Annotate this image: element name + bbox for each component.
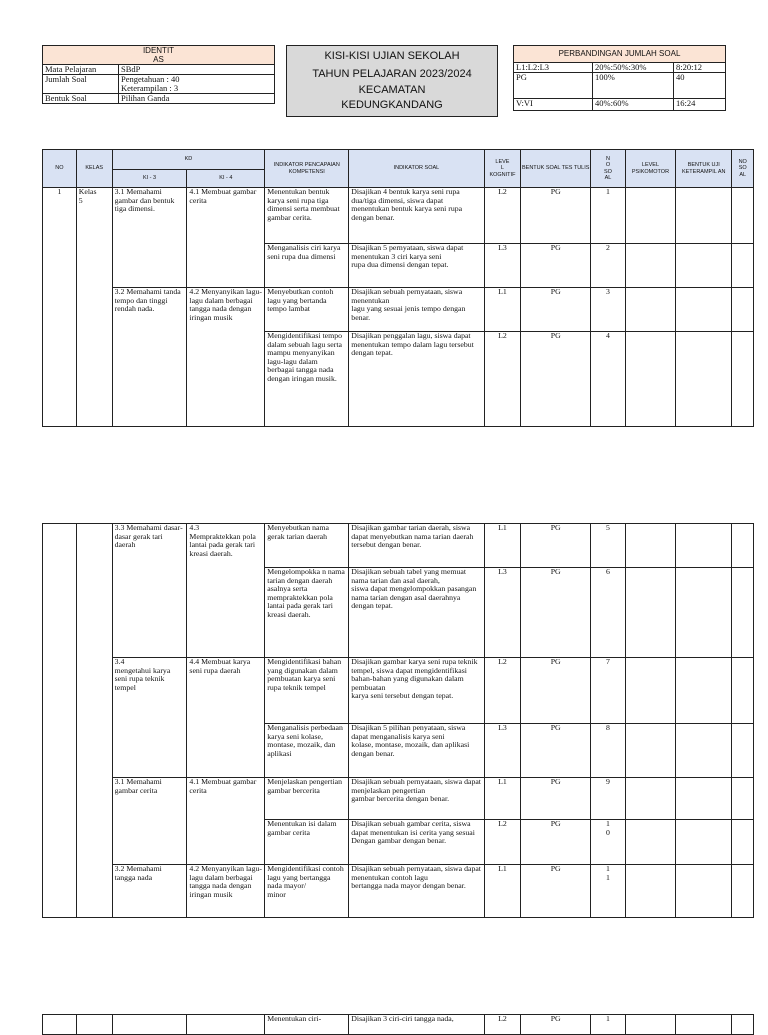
indikator-soal-cell: Disajikan sebuah pernyataan, siswa dapat menentukan contoh lagu bertangga nada mayor dengan benar. xyxy=(349,865,484,918)
no-soal-cell: 7 xyxy=(591,658,626,724)
ipk-cell: Menentukan isi dalam gambar cerita xyxy=(265,820,349,865)
empty-cell xyxy=(732,568,754,658)
perbandingan-box xyxy=(513,45,726,111)
identitas-value: Pilihan Ganda xyxy=(119,94,275,104)
indikator-soal-cell: Disajikan 4 bentuk karya seni rupa dua/tiga dimensi, siswa dapat menentukan bentuk karya seni rupa dengan benar. xyxy=(349,188,484,244)
empty-cell xyxy=(732,1015,754,1035)
perbandingan-cell: 100% xyxy=(593,73,674,99)
kd-ki3: 3.2 Memahami tanda tempo dan tinggi rendah nada. xyxy=(112,288,187,427)
indikator-soal-cell: Disajikan 5 pilihan penyataan, siswa dapat menganalisis karya seni kolase, montase, mozaik, dan aplikasi dengan benar. xyxy=(349,724,484,778)
kd-ki4: 4.1 Membuat gambar cerita xyxy=(187,778,265,865)
empty-cell xyxy=(625,244,675,288)
identitas-label: Mata Pelajaran xyxy=(43,65,119,75)
header-level-kognitif: LEVE L KOGNITIF xyxy=(484,150,521,188)
row-kelas xyxy=(76,524,112,918)
empty-cell xyxy=(676,865,732,918)
level-cell: L2 xyxy=(484,820,521,865)
empty-cell xyxy=(625,524,675,568)
empty-cell xyxy=(732,778,754,820)
table-row xyxy=(43,188,754,244)
header-bentuk-uji: BENTUK UJI KETERAMPIL AN xyxy=(676,150,732,188)
perbandingan-cell: PG xyxy=(514,73,593,99)
perbandingan-cell: 40%:60% xyxy=(593,99,674,111)
level-cell: L3 xyxy=(484,568,521,658)
empty-cell xyxy=(676,724,732,778)
ipk-cell: Menyebutkan contoh lagu yang bertanda tempo lambat xyxy=(265,288,349,332)
empty-cell xyxy=(732,658,754,724)
indikator-soal-cell: Disajikan penggalan lagu, siswa dapat menentukan tempo dalam lagu tersebut dengan tepat. xyxy=(349,332,484,427)
bentuk-cell: PG xyxy=(521,568,591,658)
bentuk-cell: PG xyxy=(521,820,591,865)
bentuk-cell: PG xyxy=(521,332,591,427)
empty-cell xyxy=(676,244,732,288)
kd-ki3 xyxy=(112,1015,187,1035)
bentuk-cell: PG xyxy=(521,244,591,288)
empty-cell xyxy=(732,188,754,244)
empty-cell xyxy=(676,820,732,865)
empty-cell xyxy=(732,865,754,918)
empty-cell xyxy=(676,188,732,244)
no-soal-cell: 3 xyxy=(591,288,626,332)
level-cell: L1 xyxy=(484,524,521,568)
identitas-box xyxy=(42,45,275,104)
level-cell: L3 xyxy=(484,244,521,288)
empty-cell xyxy=(625,820,675,865)
kd-ki4: 4.4 Membuat karya seni rupa daerah xyxy=(187,658,265,778)
table-row xyxy=(43,288,754,332)
no-soal-cell: 8 xyxy=(591,724,626,778)
level-cell: L2 xyxy=(484,332,521,427)
table-row xyxy=(43,865,754,918)
kd-ki4 xyxy=(187,1015,265,1035)
empty-cell xyxy=(625,865,675,918)
no-soal-cell: 4 xyxy=(591,332,626,427)
empty-cell xyxy=(732,724,754,778)
kd-ki4: 4.3 Mempraktekkan pola lantai pada gerak tari kreasi daerah. xyxy=(187,524,265,658)
bentuk-cell: PG xyxy=(521,188,591,244)
kisi-table-2 xyxy=(42,523,754,918)
ipk-cell: Mengelompokka n nama tarian dengan daerah asalnya serta mempraktekkan pola lantai pada gerak tari kreasi daerah. xyxy=(265,568,349,658)
table-row xyxy=(43,524,754,568)
indikator-soal-cell: Disajikan sebuah pernyataan, siswa dapat menjelaskan pengertian gambar bercerita dengan benar. xyxy=(349,778,484,820)
header-bentuk-soal: BENTUK SOAL TES TULIS xyxy=(521,150,591,188)
row-kelas: Kelas 5 xyxy=(76,188,112,427)
table-row xyxy=(43,1015,754,1035)
indikator-soal-cell: Disajikan 3 ciri-ciri tangga nada, xyxy=(349,1015,484,1035)
empty-cell xyxy=(676,778,732,820)
no-soal-cell: 5 xyxy=(591,524,626,568)
kd-ki4: 4.2 Menyanyikan lagu-lagu dalam berbagai tangga nada dengan iringan musik xyxy=(187,865,265,918)
document-title xyxy=(286,45,498,117)
perbandingan-cell: V:VI xyxy=(514,99,593,111)
identitas-title: IDENTIT AS xyxy=(43,46,275,65)
no-soal-cell: 2 xyxy=(591,244,626,288)
title-line: KECAMATAN xyxy=(358,84,426,96)
level-cell: L1 xyxy=(484,865,521,918)
empty-cell xyxy=(732,288,754,332)
kd-ki3: 3.3 Memahami dasar-dasar gerak tari daerah xyxy=(112,524,187,658)
perbandingan-row xyxy=(514,73,726,99)
empty-cell xyxy=(732,524,754,568)
perbandingan-title: PERBANDINGAN JUMLAH SOAL xyxy=(514,46,726,63)
title-line: TAHUN PELAJARAN 2023/2024 xyxy=(312,68,472,80)
empty-cell xyxy=(625,658,675,724)
ipk-cell: Menyebutkan nama gerak tarian daerah xyxy=(265,524,349,568)
bentuk-cell: PG xyxy=(521,724,591,778)
ipk-cell: Menjelaskan pengertian gambar bercerita xyxy=(265,778,349,820)
level-cell: L1 xyxy=(484,288,521,332)
level-cell: L2 xyxy=(484,658,521,724)
level-cell: L3 xyxy=(484,724,521,778)
kisi-table-3 xyxy=(42,1014,754,1035)
ipk-cell: Menganalisis perbedaan karya seni kolase, montase, mozaik, dan aplikasi xyxy=(265,724,349,778)
header-kd: KD xyxy=(112,150,265,170)
indikator-soal-cell: Disajikan sebuah pernyataan, siswa menentukan lagu yang sesuai jenis tempo dengan benar. xyxy=(349,288,484,332)
indikator-soal-cell: Disajikan 5 pernyataan, siswa dapat menentukan 3 ciri karya seni rupa dua dimensi dengan tepat. xyxy=(349,244,484,288)
bentuk-cell: PG xyxy=(521,1015,591,1035)
table-row xyxy=(43,778,754,820)
perbandingan-row xyxy=(514,99,726,111)
kd-ki3: 3.1 Memahami gambar dan bentuk tiga dimensi. xyxy=(112,188,187,288)
kd-ki3: 3.1 Memahami gambar cerita xyxy=(112,778,187,865)
header-ki4: KI - 4 xyxy=(187,170,265,188)
header-ki3: KI - 3 xyxy=(112,170,187,188)
ipk-cell: Mengidentifikasi tempo dalam sebuah lagu serta mampu menyanyikan lagu-lagu dalam berbagai tangga nada dengan iringan musik. xyxy=(265,332,349,427)
kd-ki3: 3.2 Memahami tangga nada xyxy=(112,865,187,918)
empty-cell xyxy=(732,820,754,865)
perbandingan-cell: 16:24 xyxy=(674,99,726,111)
identitas-label: Bentuk Soal xyxy=(43,94,119,104)
bentuk-cell: PG xyxy=(521,524,591,568)
empty-cell xyxy=(676,524,732,568)
perbandingan-row xyxy=(514,63,726,73)
empty-cell xyxy=(625,568,675,658)
identitas-label: Jumlah Soal xyxy=(43,75,119,94)
no-soal-cell: 1 xyxy=(591,1015,626,1035)
empty-cell xyxy=(676,568,732,658)
row-kelas xyxy=(76,1015,112,1035)
indikator-soal-cell: Disajikan sebuah tabel yang memuat nama tarian dan asal daerah, siswa dapat mengelompokkan pasangan nama tarian dengan asal daerahnya dengan tepat. xyxy=(349,568,484,658)
level-cell: L2 xyxy=(484,188,521,244)
ipk-cell: Mengidentifikasi contoh lagu yang bertangga nada mayor/ minor xyxy=(265,865,349,918)
empty-cell xyxy=(676,1015,732,1035)
identitas-row xyxy=(43,75,275,94)
indikator-soal-cell: Disajikan gambar tarian daerah, siswa dapat menyebutkan nama tarian daerah tersebut dengan benar. xyxy=(349,524,484,568)
ipk-cell: Menentukan bentuk karya seni rupa tiga dimensi serta membuat gambar cerita. xyxy=(265,188,349,244)
row-no xyxy=(43,524,77,918)
empty-cell xyxy=(732,332,754,427)
identitas-row xyxy=(43,94,275,104)
identitas-value: Pengetahuan : 40 Keterampilan : 3 xyxy=(119,75,275,94)
table-row xyxy=(43,658,754,724)
row-no xyxy=(43,1015,77,1035)
empty-cell xyxy=(676,288,732,332)
no-soal-cell: 6 xyxy=(591,568,626,658)
kisi-table-1 xyxy=(42,149,754,427)
header-no: NO xyxy=(43,150,77,188)
level-cell: L1 xyxy=(484,778,521,820)
row-no: 1 xyxy=(43,188,77,427)
bentuk-cell: PG xyxy=(521,778,591,820)
ipk-cell: Menentukan ciri- xyxy=(265,1015,349,1035)
identitas-row xyxy=(43,65,275,75)
empty-cell xyxy=(676,332,732,427)
empty-cell xyxy=(676,658,732,724)
no-soal-cell: 1 1 xyxy=(591,865,626,918)
header-ipk: INDIKATOR PENCAPAIAN KOMPETENSI xyxy=(265,150,349,188)
empty-cell xyxy=(625,332,675,427)
bentuk-cell: PG xyxy=(521,658,591,724)
empty-cell xyxy=(625,1015,675,1035)
kd-ki4: 4.1 Membuat gambar cerita xyxy=(187,188,265,288)
empty-cell xyxy=(625,778,675,820)
header-kelas: KELAS xyxy=(76,150,112,188)
perbandingan-cell: 8:20:12 xyxy=(674,63,726,73)
identitas-value: SBdP xyxy=(119,65,275,75)
empty-cell xyxy=(625,724,675,778)
header-indikator-soal: INDIKATOR SOAL xyxy=(349,150,484,188)
no-soal-cell: 1 xyxy=(591,188,626,244)
kd-ki3: 3.4 mengetahui karya seni rupa teknik tempel xyxy=(112,658,187,778)
no-soal-cell: 9 xyxy=(591,778,626,820)
empty-cell xyxy=(625,288,675,332)
header-no-soal: N O SO AL xyxy=(591,150,626,188)
ipk-cell: Mengidentifikasi bahan yang digunakan dalam pembuatan karya seni rupa teknik tempel xyxy=(265,658,349,724)
table-header-row xyxy=(43,150,754,170)
perbandingan-cell: 40 xyxy=(674,73,726,99)
perbandingan-cell: 20%:50%:30% xyxy=(593,63,674,73)
indikator-soal-cell: Disajikan gambar karya seni rupa teknik tempel, siswa dapat mengidentifikasi bahan-bahan yang digunakan dalam pembuatan karya seni tersebut dengan tepat. xyxy=(349,658,484,724)
empty-cell xyxy=(732,244,754,288)
header-level-psikomotor: LEVEL PSIKOMOTOR xyxy=(625,150,675,188)
bentuk-cell: PG xyxy=(521,288,591,332)
level-cell: L2 xyxy=(484,1015,521,1035)
perbandingan-cell: L1:L2:L3 xyxy=(514,63,593,73)
title-line: KEDUNGKANDANG xyxy=(341,99,443,111)
empty-cell xyxy=(625,188,675,244)
title-line: KISI-KISI UJIAN SEKOLAH xyxy=(324,50,460,62)
no-soal-cell: 1 0 xyxy=(591,820,626,865)
ipk-cell: Menganalisis ciri karya seni rupa dua dimensi xyxy=(265,244,349,288)
header-no-soal-2: NO SO AL xyxy=(732,150,754,188)
indikator-soal-cell: Disajikan sebuah gambar cerita, siswa dapat menentukan isi cerita yang sesuai Dengan gambar dengan benar. xyxy=(349,820,484,865)
bentuk-cell: PG xyxy=(521,865,591,918)
kd-ki4: 4.2 Menyanyikan lagu-lagu dalam berbagai tangga nada dengan iringan musik xyxy=(187,288,265,427)
